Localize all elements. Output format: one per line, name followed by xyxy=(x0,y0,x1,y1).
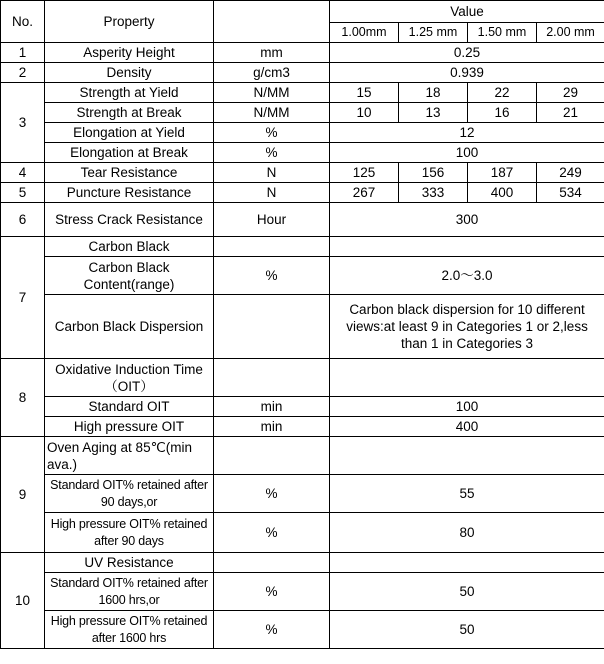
group-heading: Oxidative Induction Time（OIT） xyxy=(45,359,214,397)
unit-cell: N/MM xyxy=(214,83,330,103)
unit-cell: Hour xyxy=(214,203,330,237)
value-cell: Carbon black dispersion for 10 different views:at least 9 in Categories 1 or 2,less than 1 in Categories 3 xyxy=(330,295,604,359)
group-heading: UV Resistance xyxy=(45,553,214,573)
value-cell: 10 xyxy=(330,103,399,123)
thickness-2-00: 2.00 mm xyxy=(537,23,604,43)
value-cell: 18 xyxy=(399,83,468,103)
value-cell: 400 xyxy=(330,417,604,437)
property-cell: High pressure OIT% retained after 1600 hrs xyxy=(45,611,214,649)
group-heading: Oven Aging at 85℃(min ava.) xyxy=(45,437,214,475)
thickness-1-50: 1.50 mm xyxy=(468,23,537,43)
property-cell: Elongation at Break xyxy=(45,143,214,163)
unit-cell: N xyxy=(214,163,330,183)
thickness-1-00: 1.00mm xyxy=(330,23,399,43)
property-cell: Elongation at Yield xyxy=(45,123,214,143)
unit-cell: % xyxy=(214,611,330,649)
value-cell: 13 xyxy=(399,103,468,123)
unit-cell xyxy=(214,295,330,359)
unit-cell: % xyxy=(214,123,330,143)
value-cell: 100 xyxy=(330,143,604,163)
property-cell: Standard OIT% retained after 1600 hrs,or xyxy=(45,573,214,611)
row-no: 4 xyxy=(1,163,45,183)
value-cell: 0.25 xyxy=(330,43,604,63)
property-cell: Puncture Resistance xyxy=(45,183,214,203)
value-cell: 267 xyxy=(330,183,399,203)
property-cell: Carbon Black Content(range) xyxy=(45,257,214,295)
unit-cell: % xyxy=(214,573,330,611)
row-no: 9 xyxy=(1,437,45,553)
header-property: Property xyxy=(45,1,214,43)
header-unit xyxy=(214,1,330,43)
value-cell xyxy=(330,437,604,475)
value-cell: 21 xyxy=(537,103,604,123)
property-cell: Strength at Break xyxy=(45,103,214,123)
unit-cell: min xyxy=(214,417,330,437)
unit-cell: % xyxy=(214,143,330,163)
value-cell: 187 xyxy=(468,163,537,183)
value-cell: 534 xyxy=(537,183,604,203)
thickness-1-25: 1.25 mm xyxy=(399,23,468,43)
value-cell: 55 xyxy=(330,475,604,513)
value-cell xyxy=(330,359,604,397)
row-no: 8 xyxy=(1,359,45,437)
value-cell: 50 xyxy=(330,573,604,611)
property-cell: High pressure OIT% retained after 90 days xyxy=(45,513,214,553)
property-cell: Strength at Yield xyxy=(45,83,214,103)
property-cell: Standard OIT xyxy=(45,397,214,417)
row-no: 3 xyxy=(1,83,45,163)
value-cell: 16 xyxy=(468,103,537,123)
unit-cell: N xyxy=(214,183,330,203)
row-no: 2 xyxy=(1,63,45,83)
unit-cell: % xyxy=(214,257,330,295)
unit-cell xyxy=(214,359,330,397)
unit-cell xyxy=(214,553,330,573)
value-cell: 80 xyxy=(330,513,604,553)
group-heading: Carbon Black xyxy=(45,237,214,257)
unit-cell: min xyxy=(214,397,330,417)
row-no: 7 xyxy=(1,237,45,359)
value-cell: 2.0～3.0 xyxy=(330,257,604,295)
value-cell: 400 xyxy=(468,183,537,203)
value-cell: 15 xyxy=(330,83,399,103)
row-no: 10 xyxy=(1,553,45,649)
value-cell: 50 xyxy=(330,611,604,649)
value-cell: 156 xyxy=(399,163,468,183)
unit-cell: mm xyxy=(214,43,330,63)
property-cell: Asperity Height xyxy=(45,43,214,63)
unit-cell xyxy=(214,237,330,257)
property-cell: Standard OIT% retained after 90 days,or xyxy=(45,475,214,513)
unit-cell: % xyxy=(214,513,330,553)
unit-cell: % xyxy=(214,475,330,513)
row-no: 1 xyxy=(1,43,45,63)
value-cell: 22 xyxy=(468,83,537,103)
property-cell: Stress Crack Resistance xyxy=(45,203,214,237)
value-cell: 29 xyxy=(537,83,604,103)
value-cell xyxy=(330,553,604,573)
value-cell: 333 xyxy=(399,183,468,203)
value-cell: 12 xyxy=(330,123,604,143)
row-no: 5 xyxy=(1,183,45,203)
row-no: 6 xyxy=(1,203,45,237)
value-cell: 125 xyxy=(330,163,399,183)
value-cell xyxy=(330,237,604,257)
unit-cell: N/MM xyxy=(214,103,330,123)
value-cell: 249 xyxy=(537,163,604,183)
header-value: Value xyxy=(330,1,604,23)
header-no: No. xyxy=(1,1,45,43)
property-cell: Density xyxy=(45,63,214,83)
value-cell: 0.939 xyxy=(330,63,604,83)
value-cell: 100 xyxy=(330,397,604,417)
unit-cell xyxy=(214,437,330,475)
unit-cell: g/cm3 xyxy=(214,63,330,83)
property-cell: Carbon Black Dispersion xyxy=(45,295,214,359)
value-cell: 300 xyxy=(330,203,604,237)
property-cell: Tear Resistance xyxy=(45,163,214,183)
property-cell: High pressure OIT xyxy=(45,417,214,437)
